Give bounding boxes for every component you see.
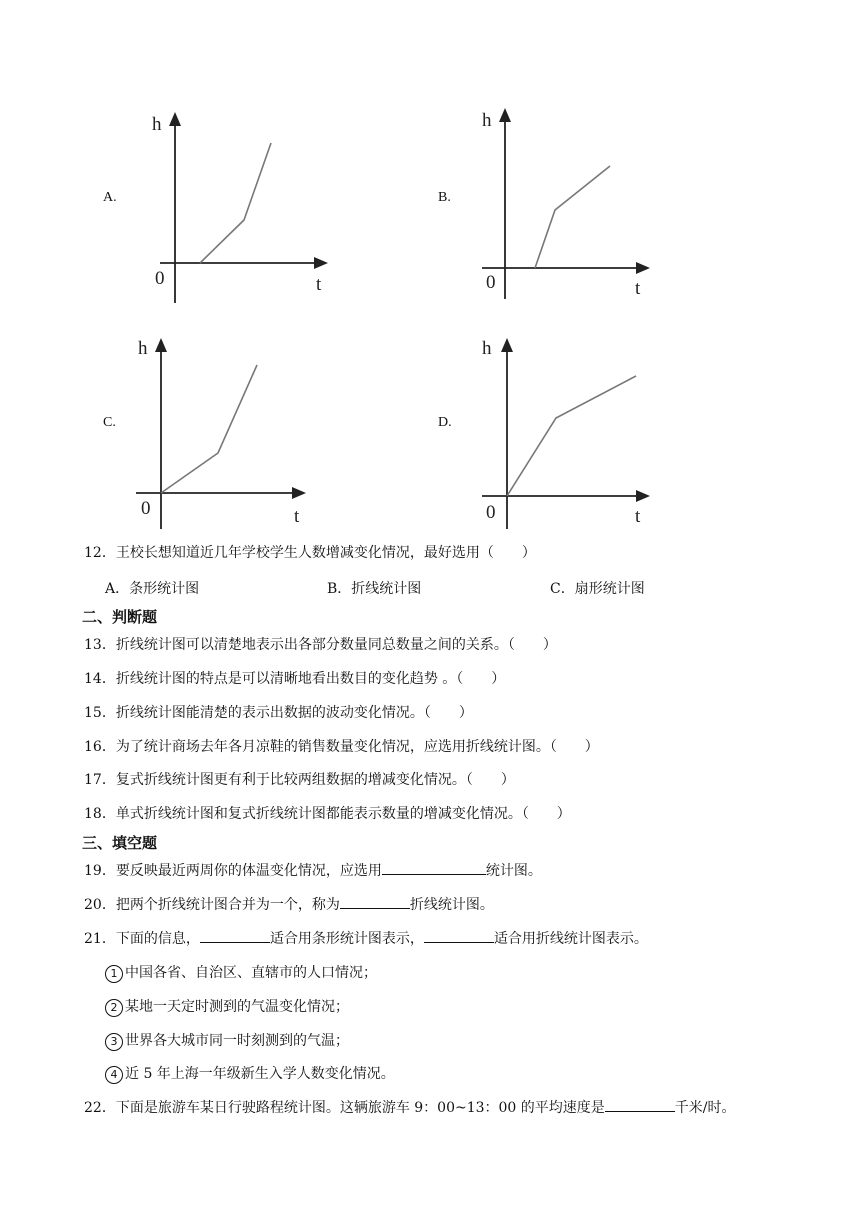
q21-item-4 bbox=[105, 1063, 395, 1084]
q19-blank[interactable] bbox=[382, 874, 486, 875]
x-axis-label: t bbox=[294, 506, 300, 527]
q21-item-1 bbox=[105, 962, 377, 983]
q21-item-2 bbox=[105, 996, 349, 1017]
y-axis-arrow-icon bbox=[499, 108, 511, 122]
option-b-label: B. bbox=[438, 190, 451, 205]
q22-blank[interactable] bbox=[605, 1111, 675, 1112]
section-fill-title: 三、填空题 bbox=[82, 834, 158, 852]
option-c-label: C. bbox=[103, 415, 116, 430]
q12-choice-b: B．折线统计图 bbox=[327, 581, 422, 597]
q22-tail: 千米/时。 bbox=[674, 1100, 736, 1116]
graph-line bbox=[161, 365, 257, 493]
origin-label: 0 bbox=[141, 498, 151, 519]
section-judgement-title: 二、判断题 bbox=[82, 608, 158, 626]
question-13: 13．折线统计图可以清楚地表示出各部分数量同总数量之间的关系。（ ） bbox=[84, 637, 557, 653]
q20-text: 20．把两个折线统计图合并为一个，称为 bbox=[84, 897, 340, 913]
graph-line bbox=[535, 166, 610, 268]
circled-number: 4 bbox=[105, 1066, 123, 1084]
y-axis-label: h bbox=[482, 338, 492, 359]
x-axis-arrow-icon bbox=[636, 262, 650, 274]
question-21 bbox=[84, 928, 648, 948]
x-axis-label: t bbox=[316, 274, 322, 295]
graph-b bbox=[480, 104, 670, 304]
q19-text: 19．要反映最近两周你的体温变化情况，应选用 bbox=[84, 863, 382, 879]
q20-blank[interactable] bbox=[340, 908, 410, 909]
question-19 bbox=[84, 860, 542, 880]
question-18: 18．单式折线统计图和复式折线统计图都能表示数量的增减变化情况。（ ） bbox=[84, 806, 571, 822]
y-axis-label: h bbox=[138, 338, 148, 359]
x-axis-label: t bbox=[635, 506, 641, 527]
origin-label: 0 bbox=[486, 502, 496, 523]
q21-item-text: 某地一天定时测到的气温变化情况； bbox=[125, 999, 349, 1015]
y-axis-arrow-icon bbox=[155, 338, 167, 352]
y-axis-label: h bbox=[152, 114, 162, 135]
q19-tail: 统计图。 bbox=[485, 863, 542, 879]
q21-item-text: 近 5 年上海一年级新生入学人数变化情况。 bbox=[125, 1066, 395, 1082]
graph-d bbox=[480, 334, 670, 534]
q22-text: 22．下面是旅游车某日行驶路程统计图。这辆旅游车 9：00~13：00 的平均速度是 bbox=[84, 1100, 605, 1116]
circled-number: 2 bbox=[105, 999, 123, 1017]
question-22 bbox=[84, 1097, 736, 1117]
q21-item-text: 中国各省、自治区、直辖市的人口情况； bbox=[125, 965, 377, 981]
origin-label: 0 bbox=[486, 272, 496, 293]
circled-number: 1 bbox=[105, 965, 123, 983]
q20-tail: 折线统计图。 bbox=[409, 897, 494, 913]
q21-tail: 适合用折线统计图表示。 bbox=[493, 931, 648, 947]
option-a-label: A. bbox=[103, 190, 117, 205]
x-axis-arrow-icon bbox=[292, 487, 306, 499]
y-axis-label: h bbox=[482, 110, 492, 131]
q12-choice-c: C．扇形统计图 bbox=[550, 581, 645, 597]
question-12: 12．王校长想知道近几年学校学生人数增减变化情况，最好选用（ ） bbox=[84, 545, 536, 561]
q21-blank-1[interactable] bbox=[200, 942, 270, 943]
question-14: 14．折线统计图的特点是可以清晰地看出数目的变化趋势 。（ ） bbox=[84, 671, 506, 687]
q21-item-text: 世界各大城市同一时刻测到的气温； bbox=[125, 1033, 349, 1049]
graph-line bbox=[507, 376, 636, 496]
q12-choice-a: A．条形统计图 bbox=[105, 581, 200, 597]
circled-number: 3 bbox=[105, 1033, 123, 1051]
q21-item-3 bbox=[105, 1030, 349, 1051]
q21-blank-2[interactable] bbox=[424, 942, 494, 943]
graph-a bbox=[150, 108, 340, 308]
question-17: 17．复式折线统计图更有利于比较两组数据的增减变化情况。（ ） bbox=[84, 772, 515, 788]
graph-line bbox=[200, 143, 271, 263]
question-15: 15．折线统计图能清楚的表示出数据的波动变化情况。（ ） bbox=[84, 705, 473, 721]
origin-label: 0 bbox=[155, 268, 165, 289]
x-axis-label: t bbox=[635, 278, 641, 299]
y-axis-arrow-icon bbox=[501, 338, 513, 352]
q21-text: 21．下面的信息， bbox=[84, 931, 200, 947]
y-axis-arrow-icon bbox=[169, 112, 181, 126]
x-axis-arrow-icon bbox=[314, 257, 328, 269]
option-d-label: D. bbox=[438, 415, 452, 430]
question-20 bbox=[84, 894, 494, 914]
graph-c bbox=[136, 334, 326, 534]
q21-middle: 适合用条形统计图表示， bbox=[269, 931, 424, 947]
question-16: 16．为了统计商场去年各月凉鞋的销售数量变化情况，应选用折线统计图。（ ） bbox=[84, 739, 599, 755]
x-axis-arrow-icon bbox=[636, 490, 650, 502]
